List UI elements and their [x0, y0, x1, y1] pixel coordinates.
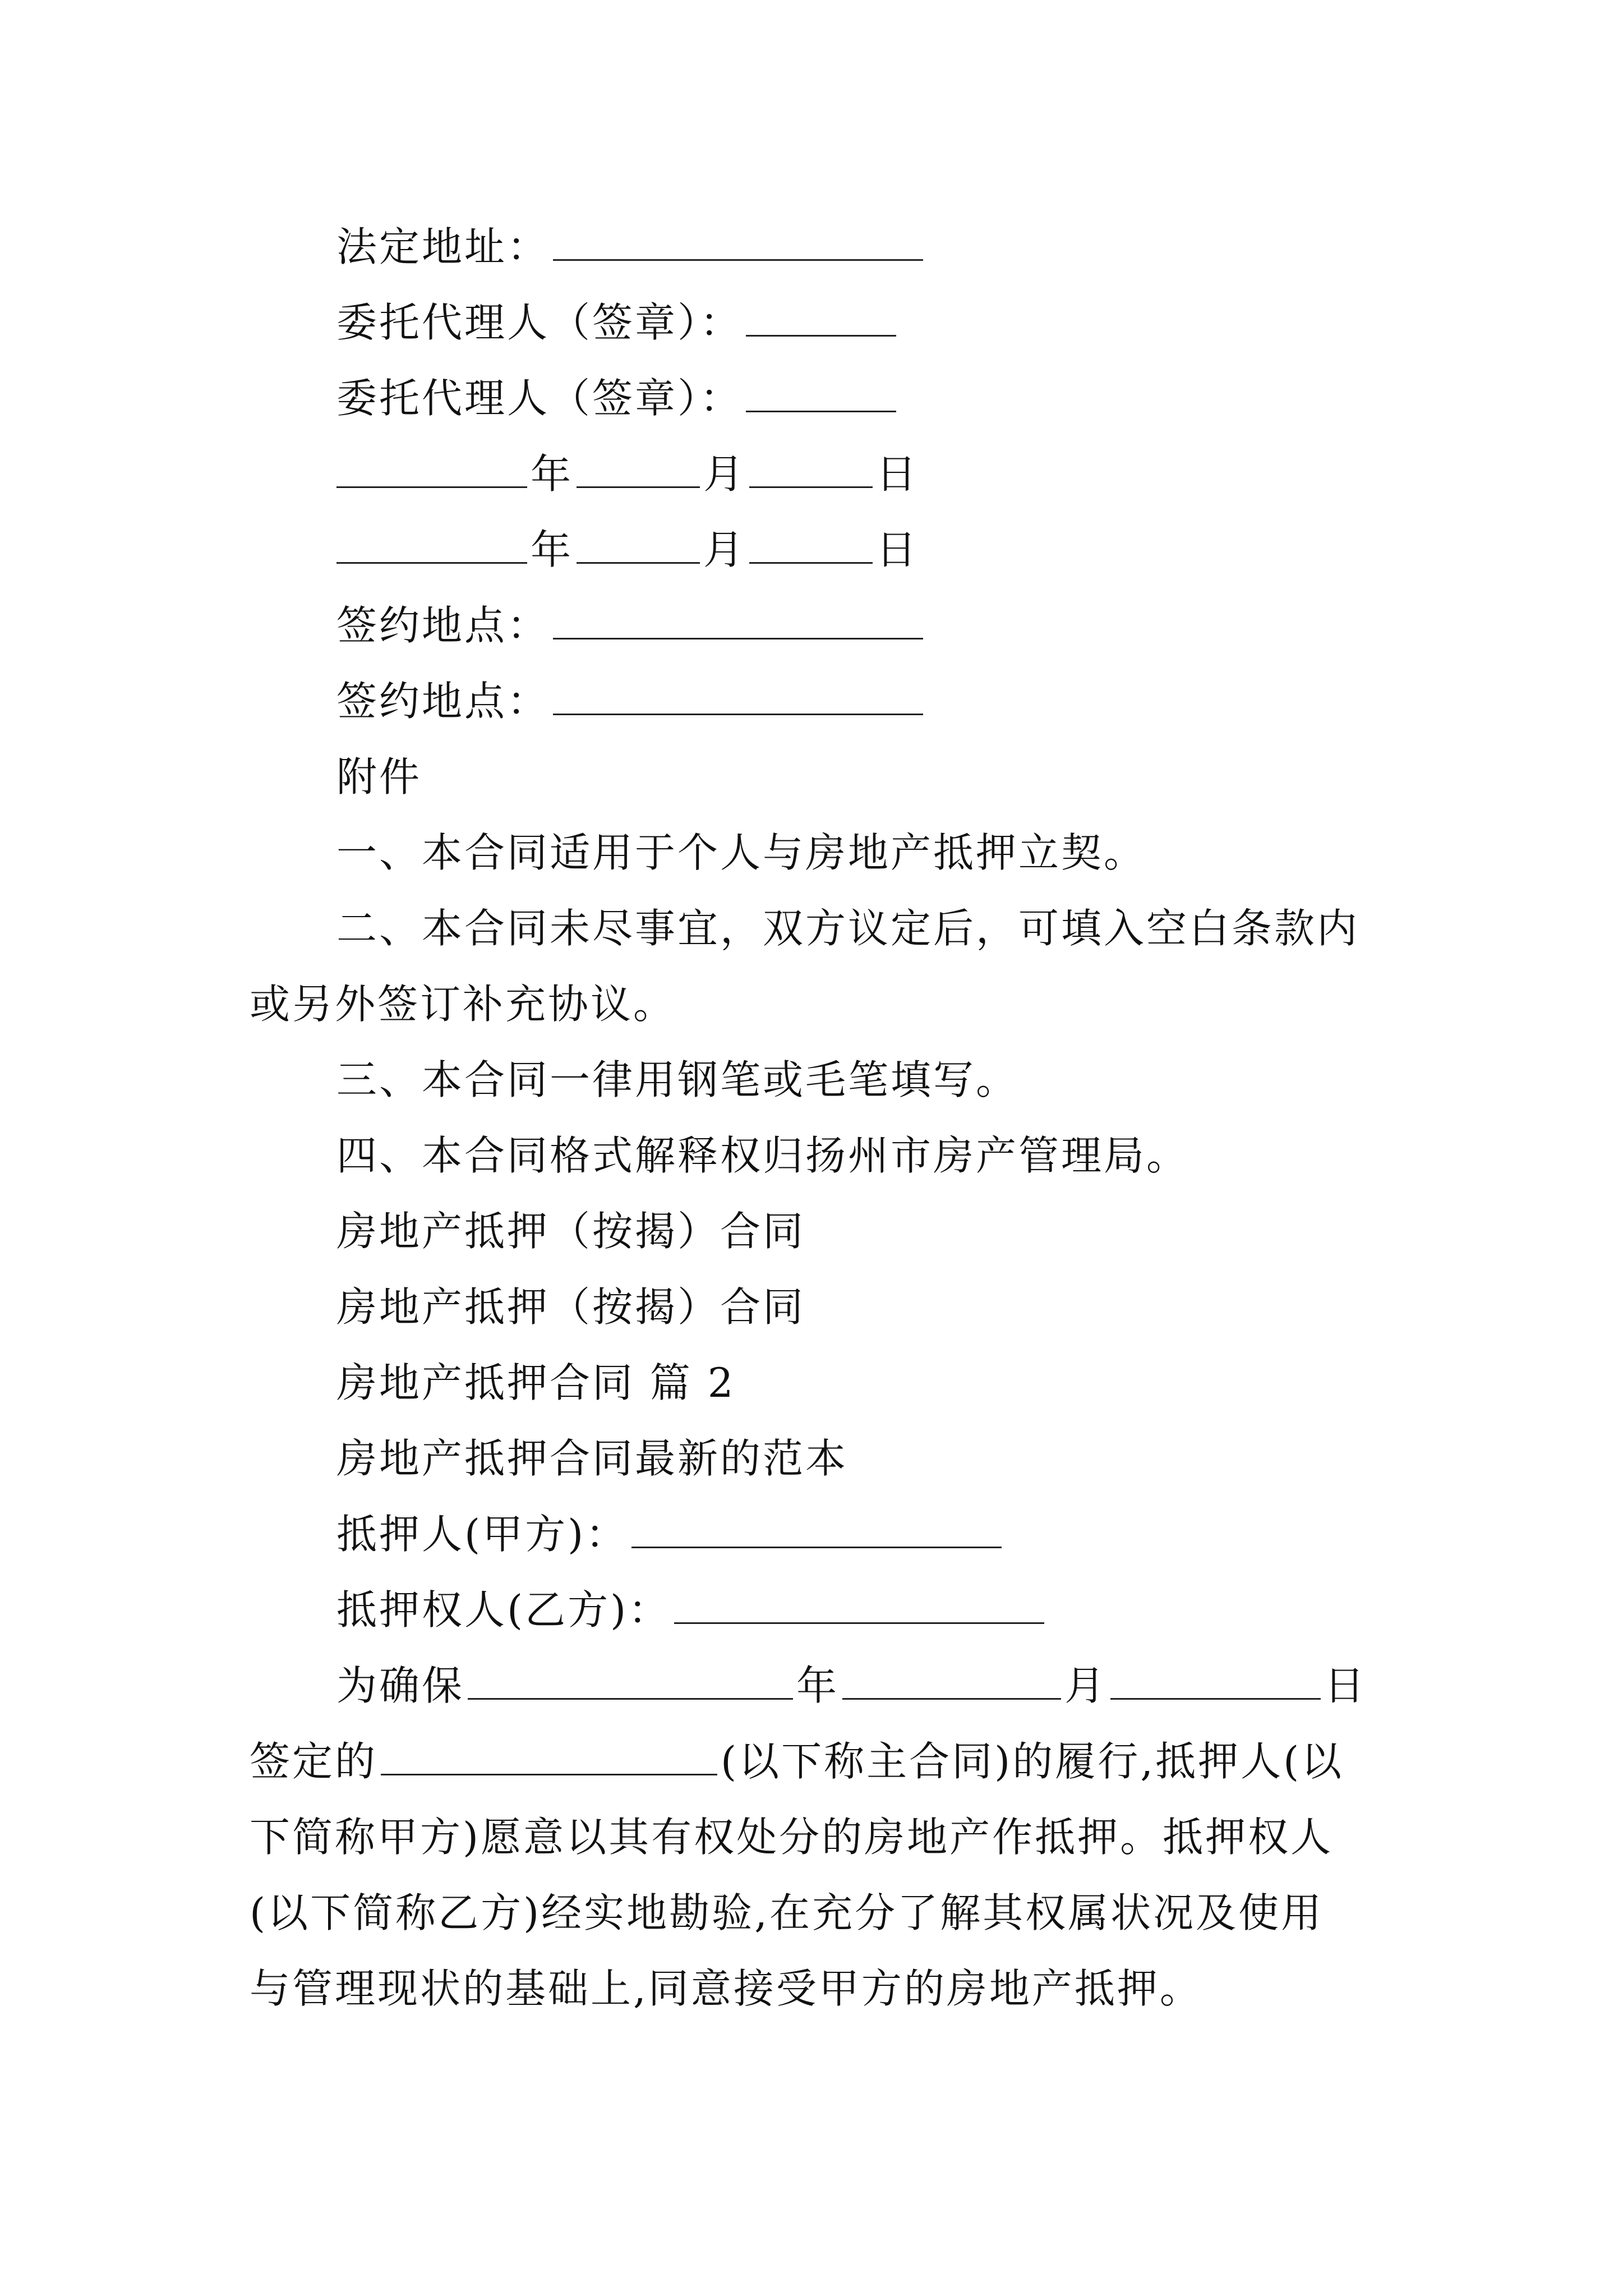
template-heading: 房地产抵押合同最新的范本 — [336, 1435, 849, 1482]
guarantee-month-blank[interactable] — [842, 1658, 1061, 1700]
year-blank-1[interactable] — [336, 446, 527, 488]
agent-signature-label-1: 委托代理人（签章）： — [336, 299, 743, 346]
date-line-1 — [336, 446, 919, 502]
clause-2-line-1: 二、本合同未尽事宜，双方议定后，可填入空白条款内 — [336, 905, 1360, 952]
guarantee-month-label: 月 — [1064, 1662, 1108, 1709]
guarantee-day-label: 日 — [1324, 1662, 1367, 1709]
legal-address-line — [336, 219, 926, 275]
main-contract-blank[interactable] — [381, 1733, 717, 1775]
mortgagor-line — [336, 1506, 1005, 1562]
date-line-2 — [336, 522, 919, 578]
year-label-2: 年 — [531, 526, 574, 573]
signing-place-blank-2[interactable] — [553, 673, 923, 715]
signing-place-line-2 — [336, 673, 926, 729]
body-line-2: 下简称甲方)愿意以其有权处分的房地产作抵押。抵押权人 — [250, 1814, 1334, 1861]
agent-signature-line-2 — [336, 370, 900, 426]
agent-signature-blank-1[interactable] — [746, 295, 896, 337]
contract-title-1: 房地产抵押（按揭）合同 — [336, 1208, 806, 1255]
day-blank-1[interactable] — [749, 446, 873, 488]
day-blank-2[interactable] — [749, 522, 873, 564]
section-heading: 房地产抵押合同 篇 2 — [336, 1359, 736, 1406]
agent-signature-line-1 — [336, 295, 900, 351]
mortgagee-label: 抵押权人(乙方)： — [336, 1586, 671, 1634]
clause-2-line-2: 或另外签订补充协议。 — [250, 981, 676, 1028]
body-line-4: 与管理现状的基础上,同意接受甲方的房地产抵押。 — [250, 1965, 1202, 2012]
body-line-3: (以下简称乙方)经实地勘验,在充分了解其权属状况及使用 — [250, 1889, 1324, 1936]
clause-4: 四、本合同格式解释权归扬州市房产管理局。 — [336, 1132, 1189, 1179]
month-label-1: 月 — [703, 450, 746, 498]
year-label-1: 年 — [531, 450, 574, 498]
signing-place-label-2: 签约地点： — [336, 678, 550, 725]
guarantee-prefix: 为确保 — [336, 1662, 465, 1709]
mortgagor-blank[interactable] — [631, 1506, 1002, 1548]
mortgagee-blank[interactable] — [674, 1582, 1044, 1624]
mortgagor-label: 抵押人(甲方)： — [336, 1511, 629, 1558]
year-blank-2[interactable] — [336, 522, 527, 564]
month-blank-2[interactable] — [577, 522, 700, 564]
legal-address-label: 法定地址： — [336, 223, 550, 270]
day-label-2: 日 — [876, 526, 919, 573]
guarantee-year-blank[interactable] — [468, 1658, 793, 1700]
mortgagee-line — [336, 1582, 1048, 1638]
month-blank-1[interactable] — [577, 446, 700, 488]
contract-title-2: 房地产抵押（按揭）合同 — [336, 1283, 806, 1331]
guarantee-year-label: 年 — [796, 1662, 840, 1709]
signing-place-blank-1[interactable] — [553, 597, 923, 639]
signed-label: 签定的 — [250, 1738, 378, 1785]
month-label-2: 月 — [703, 526, 746, 573]
day-label-1: 日 — [876, 450, 919, 498]
signing-place-line-1 — [336, 597, 926, 654]
signing-place-label-1: 签约地点： — [336, 602, 550, 649]
agent-signature-blank-2[interactable] — [746, 370, 896, 412]
clause-3: 三、本合同一律用钢笔或毛笔填写。 — [336, 1056, 1019, 1103]
body-line-1 — [250, 1733, 1344, 1789]
agent-signature-label-2: 委托代理人（签章）： — [336, 375, 743, 422]
attachment-heading: 附件 — [336, 753, 422, 800]
guarantee-day-blank[interactable] — [1110, 1658, 1321, 1700]
legal-address-blank[interactable] — [553, 219, 923, 261]
clause-1: 一、本合同适用于个人与房地产抵押立契。 — [336, 829, 1147, 876]
guarantee-line — [336, 1658, 1367, 1714]
body-line-1-rest: (以下称主合同)的履行,抵押人(以 — [721, 1738, 1344, 1785]
